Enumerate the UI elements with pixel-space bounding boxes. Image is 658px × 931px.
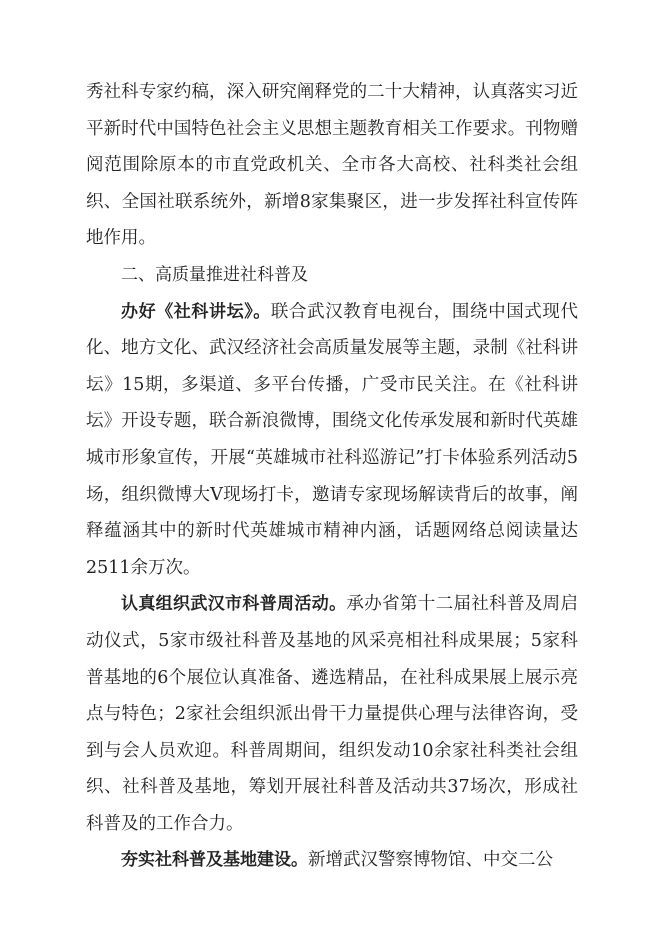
section-heading: 二、高质量推进社科普及 [121, 264, 308, 285]
paragraph-text: 联合武汉教育电视台，围绕中国式现代化、地方文化、武汉经济社会高质量发展等主题，录制《社科讲坛》15期，多渠道、多平台传播，广受市民关注。在《社科讲坛》开设专题，联合新浪微博，围绕文化传承发展和新时代英雄城市形象宣传，开展“英雄城市社科巡游记”打卡体验系列活动5场，组织微博大V现场打卡，邀请专家现场解读背后的故事，阐释蕴涵其中的新时代英雄城市精神内涵，话题网络总阅读量达2511余万次。 [86, 301, 579, 578]
continued-paragraph: 秀社科专家约稿，深入研究阐释党的二十大精神，认真落实习近平新时代中国特色社会主义思想主题教育相关工作要求。刊物赠阅范围除原本的市直党政机关、全市各大高校、社科类社会组织、全国社联系统外，新增8家集聚区，进一步发挥社科宣传阵地作用。 [86, 82, 578, 249]
paragraph-lecture [86, 294, 578, 587]
paragraph-base-construction [86, 842, 578, 879]
paragraph-text: 承办省第十二届社科普及周启动仪式，5家市级社科普及基地的风采亮相社科成果展；5家科普基地的6个展位认真准备、遴选精品，在社科成果展上展示亮点与特色；2家社会组织派出骨干力量提供心理与法律咨询，受到与会人员欢迎。科普周期间，组织发动10余家社科类社会组织、社科普及基地，筹划开展社科普及活动共37场次，形成社科普及的工作合力。 [86, 594, 579, 834]
paragraph-science-week [86, 586, 578, 842]
paragraph-lead: 办好《社科讲坛》。 [121, 301, 271, 322]
paragraph-text: 新增武汉警察博物馆、中交二公 [308, 850, 553, 871]
document-body [86, 74, 578, 879]
paragraph-lead: 认真组织武汉市科普周活动。 [121, 594, 347, 615]
paragraph-lead: 夯实社科普及基地建设。 [121, 850, 308, 871]
